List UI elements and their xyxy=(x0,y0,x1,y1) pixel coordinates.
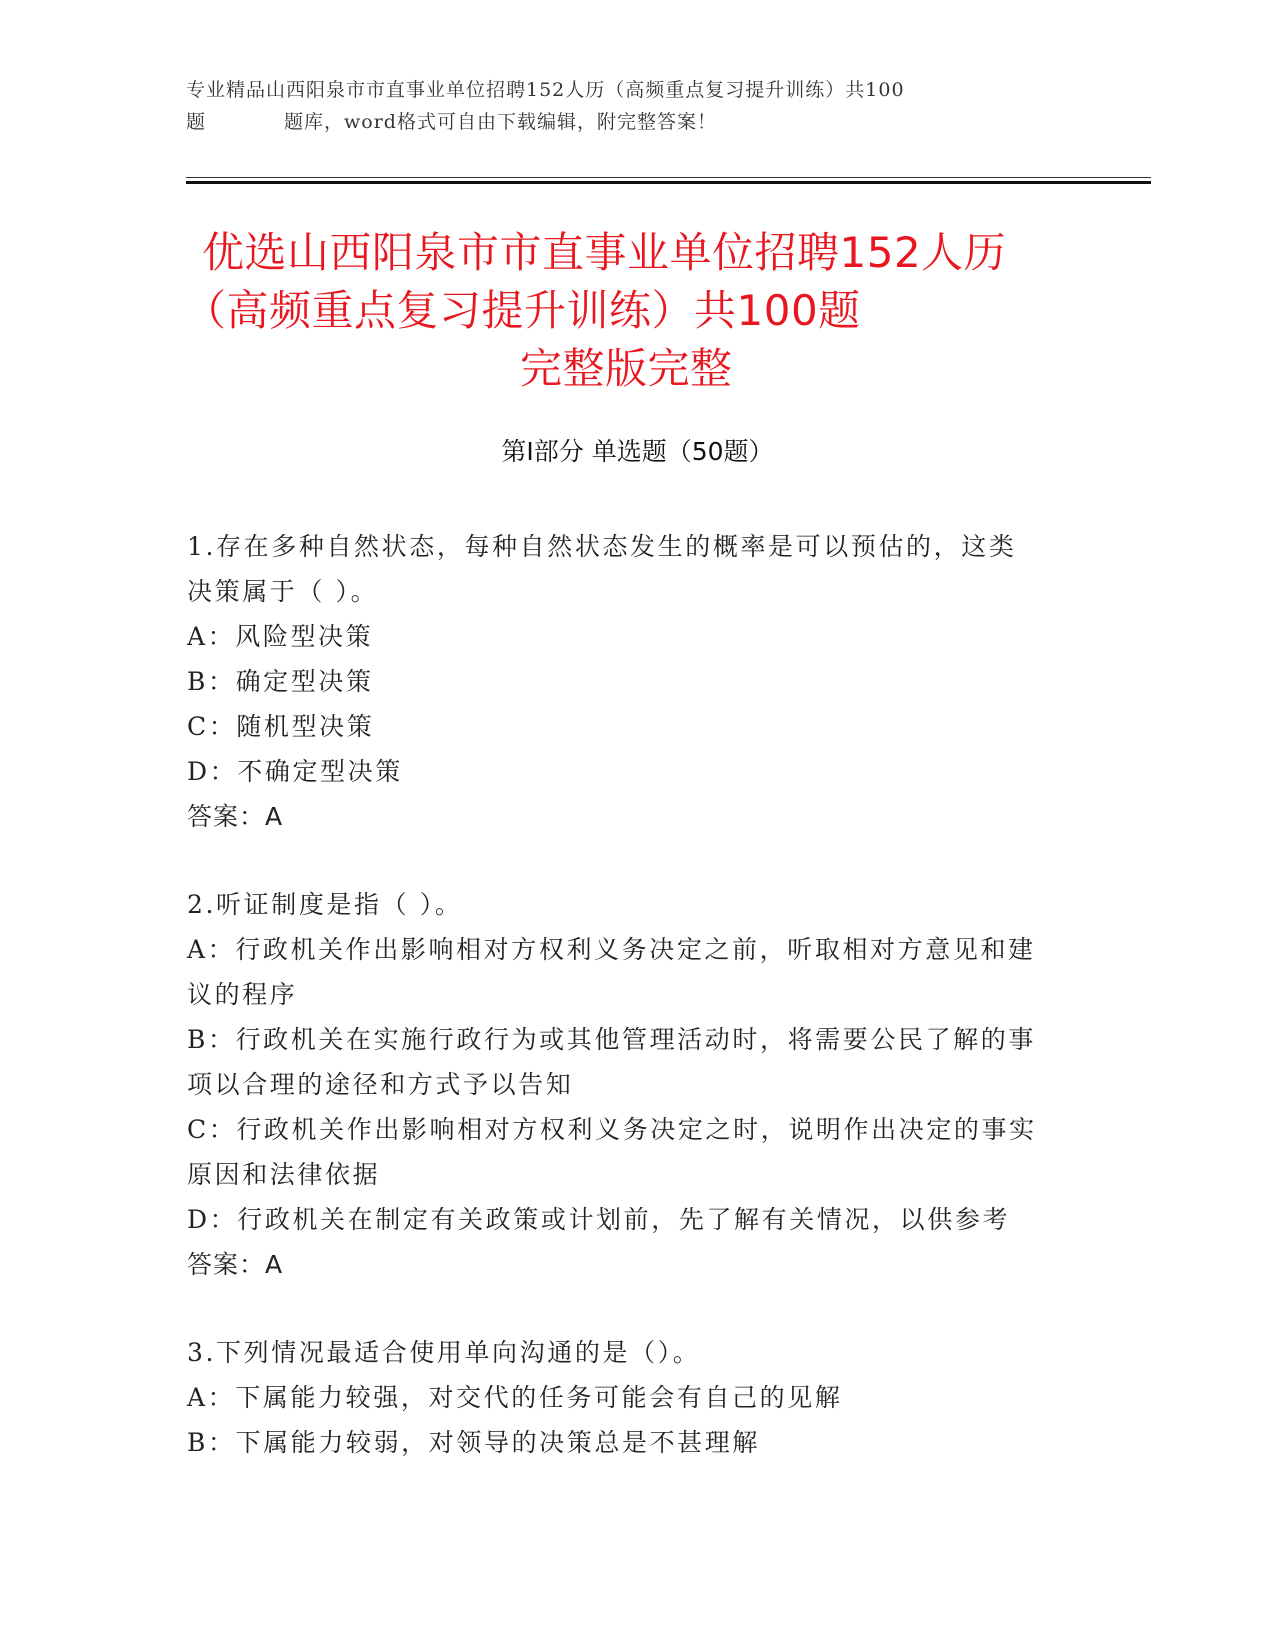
document-title-line3: 完整版完整 xyxy=(520,344,733,393)
answer-option-line: A：下属能力较强，对交代的任务可能会有自己的见解 xyxy=(187,1383,843,1412)
document-title-line2: （高频重点复习提升训练）共100题 xyxy=(184,286,861,335)
question-block xyxy=(187,1330,1067,1465)
header-note-line2 xyxy=(186,106,1086,138)
header-note-line2-rest: 题库，word格式可自由下载编辑，附完整答案！ xyxy=(284,111,717,133)
answer-option xyxy=(187,749,1067,794)
question-stem-line: 2.听证制度是指（ ）。 xyxy=(187,890,463,919)
answer-option-line: D：不确定型决策 xyxy=(187,757,403,786)
answer-option xyxy=(187,704,1067,749)
header-note-line1: 专业精品山西阳泉市市直事业单位招聘152人历（高频重点复习提升训练）共100 xyxy=(186,79,905,101)
answer-option-line: 原因和法律依据 xyxy=(187,1160,381,1189)
question-stem-line: 决策属于（ ）。 xyxy=(187,577,379,606)
answer-option-line: B：下属能力较弱，对领导的决策总是不甚理解 xyxy=(187,1428,760,1457)
question-stem-line: 1.存在多种自然状态，每种自然状态发生的概率是可以预估的，这类 xyxy=(187,532,1017,561)
header-divider-thin xyxy=(186,177,1151,178)
answer-option xyxy=(187,927,1067,1017)
answer-option-line: 议的程序 xyxy=(187,980,298,1009)
question-block xyxy=(187,882,1067,1287)
answer-option xyxy=(187,1375,1067,1420)
question-block xyxy=(187,524,1067,839)
answer-option xyxy=(187,1107,1067,1197)
question-stem-line: 3.下列情况最适合使用单向沟通的是（）。 xyxy=(187,1338,701,1367)
answer-option-line: C：随机型决策 xyxy=(187,712,375,741)
answer-option xyxy=(187,659,1067,704)
section-heading: 第I部分 单选题（50题） xyxy=(501,437,774,466)
answer-option-line: B：行政机关在实施行政行为或其他管理活动时，将需要公民了解的事 xyxy=(187,1025,1036,1054)
answer-option-line: A：风险型决策 xyxy=(187,622,374,651)
answer-key: 答案：A xyxy=(187,802,284,831)
header-note-line2-lead: 题 xyxy=(186,111,207,133)
answer-option xyxy=(187,1017,1067,1107)
answer-option-line: 项以合理的途径和方式予以告知 xyxy=(187,1070,574,1099)
answer-option xyxy=(187,1197,1067,1242)
answer-key: 答案：A xyxy=(187,1250,284,1279)
answer-option xyxy=(187,1420,1067,1465)
question-list xyxy=(187,524,1067,1508)
answer-option-line: D：行政机关在制定有关政策或计划前，先了解有关情况，以供参考 xyxy=(187,1205,1011,1234)
answer-option-line: B：确定型决策 xyxy=(187,667,374,696)
answer-option-line: C：行政机关作出影响相对方权利义务决定之时，说明作出决定的事实 xyxy=(187,1115,1037,1144)
document-title xyxy=(150,224,1130,398)
header-note xyxy=(186,74,1086,138)
header-divider-thick xyxy=(186,181,1151,184)
answer-option-line: A：行政机关作出影响相对方权利义务决定之前，听取相对方意见和建 xyxy=(187,935,1036,964)
answer-option xyxy=(187,614,1067,659)
document-title-line1: 优选山西阳泉市市直事业单位招聘152人历 xyxy=(202,228,1007,277)
